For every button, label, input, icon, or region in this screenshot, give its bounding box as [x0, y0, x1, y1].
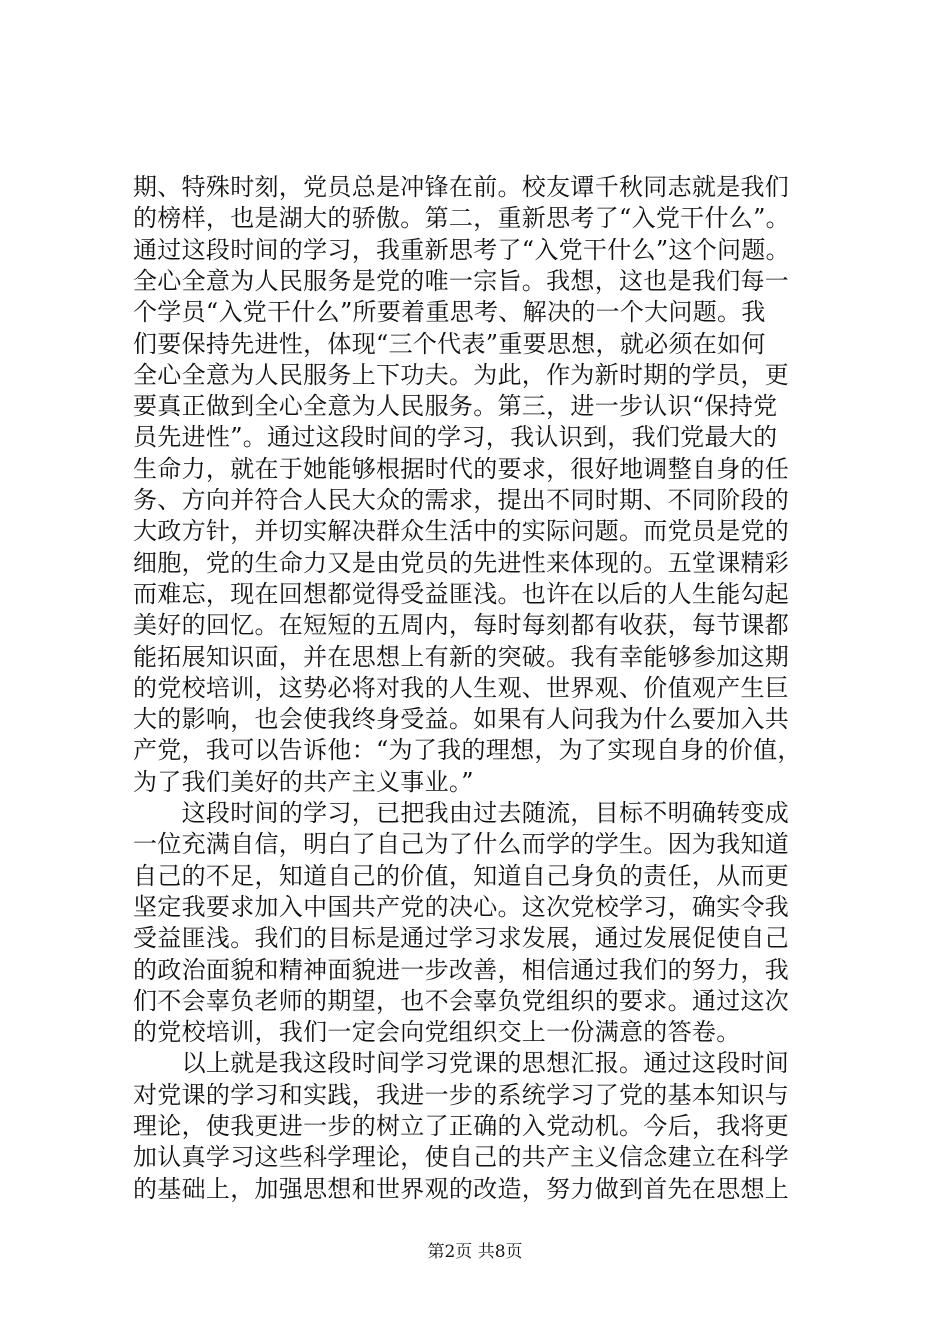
text-line: 对党课的学习和实践，我进一步的系统学习了党的基本知识与: [133, 1081, 790, 1109]
text-line: 能拓展知识面，并在思想上有新的突破。我有幸能够参加这期: [133, 643, 790, 671]
text-line: 一位充满自信，明白了自己为了什么而学的学生。因为我知道: [133, 830, 790, 858]
text-line: 自己的不足，知道自己的价值，知道自己身负的责任，从而更: [133, 862, 790, 890]
text-line: 要真正做到全心全意为人民服务。第三，进一步认识“保持党: [133, 392, 778, 420]
text-line: 的党校培训，我们一定会向党组织交上一份满意的答卷。: [133, 1018, 741, 1046]
text-line: 大的影响，也会使我终身受益。如果有人问我为什么要加入共: [133, 705, 790, 733]
text-line: 而难忘，现在回想都觉得受益匪浅。也许在以后的人生能勾起: [133, 580, 790, 608]
text-line: 全心全意为人民服务上下功夫。为此，作为新时期的学员，更: [133, 361, 790, 389]
text-line: 这段时间的学习，已把我由过去随流，目标不明确转变成: [133, 799, 790, 827]
text-line: 美好的回忆。在短短的五周内，每时每刻都有收获，每节课都: [133, 611, 790, 639]
text-line: 的榜样，也是湖大的骄傲。第二，重新思考了“入党干什么”。: [133, 204, 790, 232]
text-line: 大政方针，并切实解决群众生活中的实际问题。而党员是党的: [133, 517, 790, 545]
text-line: 的政治面貌和精神面貌进一步改善，相信通过我们的努力，我: [133, 956, 790, 984]
text-line: 细胞，党的生命力又是由党员的先进性来体现的。五堂课精彩: [133, 549, 790, 577]
text-line: 加认真学习这些科学理论，使自己的共产主义信念建立在科学: [133, 1143, 790, 1171]
text-line: 为了我们美好的共产主义事业。”: [133, 768, 474, 796]
text-line: 员先进性”。通过这段时间的学习，我认识到，我们党最大的: [133, 423, 778, 451]
text-line: 理论，使我更进一步的树立了正确的入党动机。今后，我将更: [133, 1112, 790, 1140]
text-line: 坚定我要求加入中国共产党的决心。这次党校学习，确实令我: [133, 893, 790, 921]
text-line: 受益匪浅。我们的目标是通过学习求发展，通过发展促使自己: [133, 924, 790, 952]
text-line: 的基础上，加强思想和世界观的改造，努力做到首先在思想上: [133, 1175, 790, 1203]
text-line: 们要保持先进性，体现“三个代表”重要思想，就必须在如何: [133, 330, 766, 358]
text-line: 产党，我可以告诉他：“为了我的理想，为了实现自身的价值，: [133, 736, 802, 764]
text-line: 全心全意为人民服务是党的唯一宗旨。我想，这也是我们每一: [133, 267, 790, 295]
text-line: 务、方向并符合人民大众的需求，提出不同时期、不同阶段的: [133, 486, 790, 514]
text-line: 的党校培训，这势必将对我的人生观、世界观、价值观产生巨: [133, 674, 790, 702]
text-line: 通过这段时间的学习，我重新思考了“入党干什么”这个问题。: [133, 236, 790, 264]
text-line: 生命力，就在于她能够根据时代的要求，很好地调整自身的任: [133, 455, 790, 483]
text-line: 个学员“入党干什么”所要着重思考、解决的一个大问题。我: [133, 298, 766, 326]
page-number-footer: 第2页 共8页: [427, 1242, 523, 1262]
text-line: 期、特殊时刻，党员总是冲锋在前。校友谭千秋同志就是我们: [133, 173, 790, 201]
text-line: 以上就是我这段时间学习党课的思想汇报。通过这段时间: [133, 1049, 790, 1077]
text-line: 们不会辜负老师的期望，也不会辜负党组织的要求。通过这次: [133, 987, 790, 1015]
